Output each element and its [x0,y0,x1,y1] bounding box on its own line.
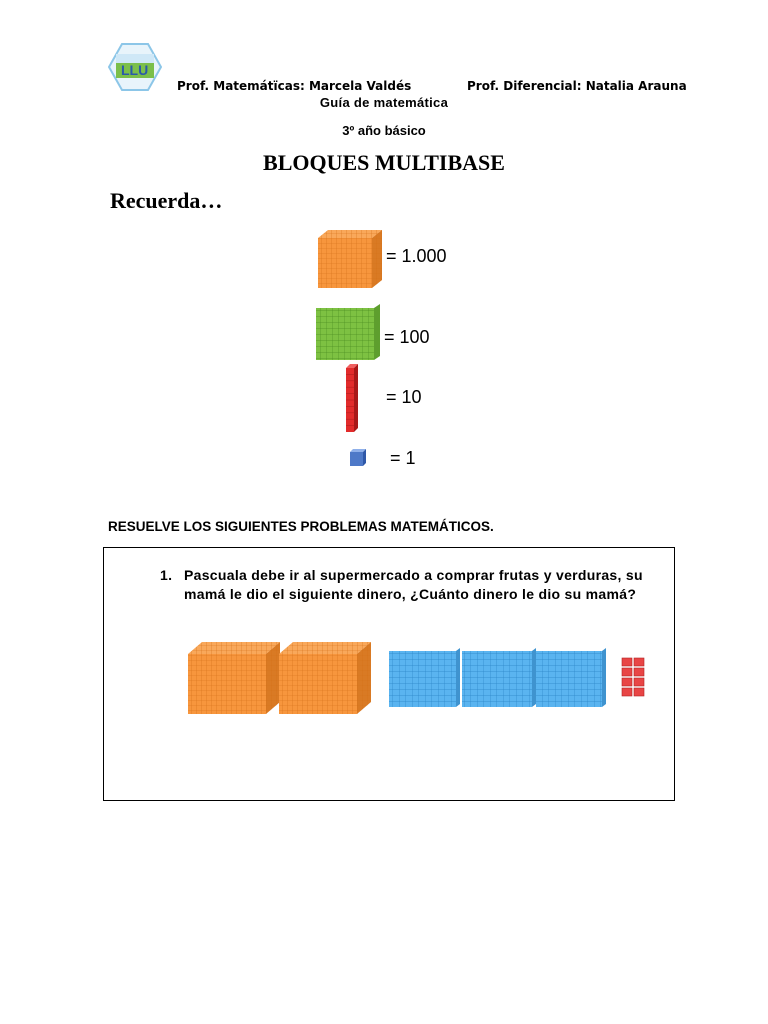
unit-cubes-group [621,656,647,700]
guide-title: Guía de matemática [319,95,449,110]
ten-rod-icon [344,364,360,434]
problem-number: 1. [160,567,173,583]
school-logo-icon [108,42,162,92]
hundred-flat-1 [389,648,460,707]
reminder-heading: Recuerda… [110,188,223,213]
thousand-label: = 1.000 [386,246,447,266]
differential-teacher: Prof. Diferencial: Natalia Arauna [467,79,687,93]
ten-label: = 10 [386,387,422,407]
thousand-cube-2 [277,640,373,716]
thousand-cube-1 [186,640,282,716]
math-teacher: Prof. Matemátïcas: Marcela Valdés [177,79,412,93]
problem-text: Pascuala debe ir al supermercado a comprar frutas y verduras, su mamá le dio el siguiente dinero, ¿Cuánto dinero le dio su mamá? [184,567,643,602]
hundred-flat-2 [462,648,536,707]
unit-label: = 1 [390,448,416,468]
instruction-heading: RESUELVE LOS SIGUIENTES PROBLEMAS MATEMÁTICOS. [108,519,494,534]
hundred-label: = 100 [384,327,430,347]
thousand-cube-icon [316,228,386,292]
hundred-flats-row [386,647,608,709]
hundred-flat-icon [314,304,384,362]
grade-level: 3º año básico [342,123,426,138]
problem-1 [160,566,660,604]
page-title: BLOQUES MULTIBASE [263,150,505,175]
svg-text:LLU: LLU [121,62,149,78]
unit-cube-icon [349,448,369,468]
hundred-flat-3 [536,648,606,707]
